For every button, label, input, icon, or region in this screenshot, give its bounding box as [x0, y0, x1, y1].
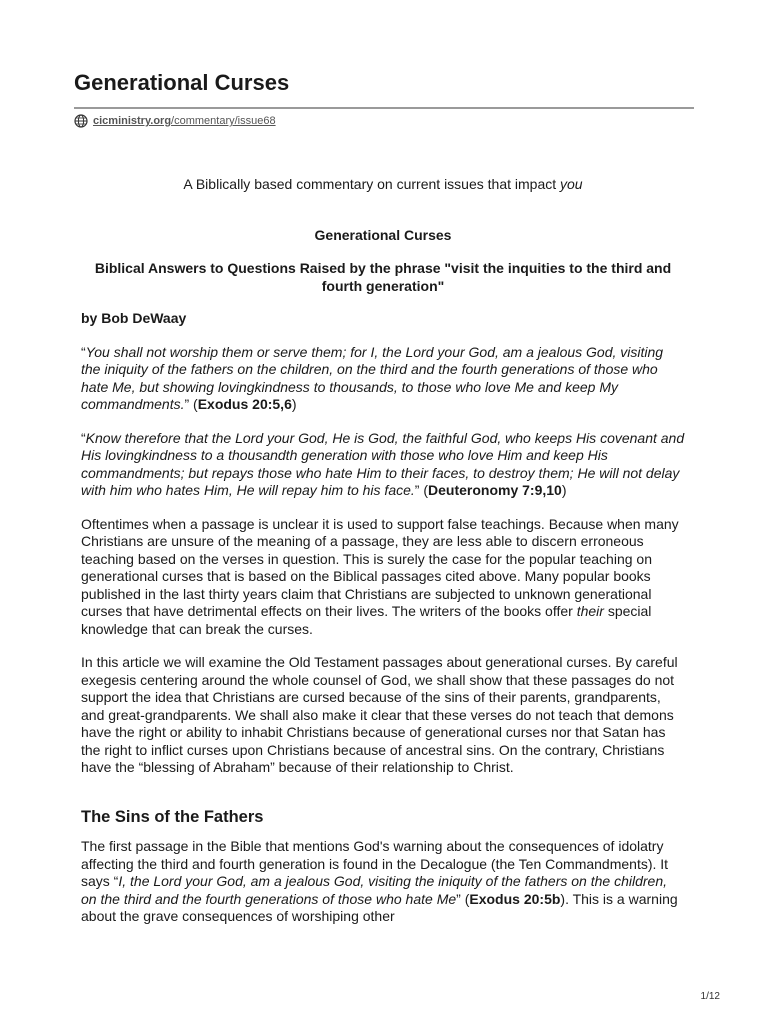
globe-icon: [74, 114, 88, 128]
quote-reference: Deuteronomy 7:9,10: [428, 482, 562, 498]
section-heading: The Sins of the Fathers: [81, 807, 264, 826]
paragraph-quote: I, the Lord your God, am a jealous God, visiting the iniquity of the fathers on the children, on the third and the fourth generations of those who hate Me: [81, 873, 667, 907]
quote-reference: Exodus 20:5,6: [197, 396, 292, 412]
paragraph-text: special knowledge that can break the curses.: [81, 603, 652, 637]
body-paragraph: In this article we will examine the Old Testament passages about generational curses. By careful exegesis centering around the whole counsel of God, we shall show that these passages do not support the idea that Christians are cursed because of the sins of their parents, grandparents, and great-grandparents. We shall also make it clear that these verses do not teach that demons have the right or ability to inhabit Christians because of generational curses nor that Satan has the right to inflict curses upon Christians because of ancestral sins. On the contrary, Christians have the “blessing of Abraham” because of their relationship to Christ.: [81, 654, 678, 775]
intro-line: [81, 176, 685, 194]
intro-emphasis: you: [560, 176, 583, 192]
source-link[interactable]: [93, 115, 276, 127]
article-heading: Generational Curses: [314, 226, 452, 243]
intro-text: A Biblically based commentary on current issues that impact: [183, 176, 561, 192]
source-domain: cicministry.org: [93, 115, 172, 127]
quote-text: Know therefore that the Lord your God, He is God, the faithful God, who keeps His covenant and His lovingkindness to a thousandth generation with those who love Him and keep His commandments; but repays those who hate Him to their faces, to destroy them; He will not delay with him who hates Him, He will repay him to his face.: [81, 429, 685, 498]
byline: by Bob DeWaay: [81, 310, 187, 326]
paragraph-emphasis: their: [576, 603, 604, 619]
paragraph-text: The first passage in the Bible that mentions God's warning about the consequences of idolatry affecting the third and fourth generation is found in the Decalogue (the Ten Commandments). It says “: [81, 838, 669, 889]
paragraph-text: ). This is a warning about the grave consequences of worshiping other: [81, 890, 678, 924]
body-paragraph: [81, 838, 685, 926]
paragraph-text: Oftentimes when a passage is unclear it is used to support false teachings. Because when many Christians are unsure of the meaning of a passage, they are less able to discern erroneous teaching based on the verses in question. This is surely the case for the popular teaching on generational curses that is based on the Biblical passages cited above. Many popular books published in the last thirty years claim that Christians are subjected to unknown generational curses that have detrimental effects on their lives. The writers of the books offer: [81, 515, 679, 619]
title-divider: [74, 107, 694, 109]
scripture-quote: “You shall not worship them or serve them; for I, the Lord your God, am a jealous God, visiting the iniquity of the fathers on the children, on the third and the fourth generations of those who hate Me, but showing lovingkindness to thousands, to those who love Me and keep My commandments.” (Exodus 20:5,6): [81, 343, 664, 412]
quote-text: You shall not worship them or serve them; for I, the Lord your God, am a jealous God, visiting the iniquity of the fathers on the children, on the third and the fourth generations of those who hate Me, but showing lovingkindness to thousands, to those who love Me and keep My commandments.: [81, 343, 664, 412]
page-number: 1/12: [700, 991, 720, 1002]
paragraph-text: ” (: [456, 890, 470, 907]
article-body: [81, 176, 685, 942]
page-title: Generational Curses: [74, 70, 290, 95]
source-link-row: [74, 114, 276, 128]
article-subheading: Biblical Answers to Questions Raised by the phrase "visit the inquities to the third and fourth generation": [94, 260, 672, 294]
source-path: /commentary/issue68: [171, 115, 276, 127]
scripture-quote: “Know therefore that the Lord your God, He is God, the faithful God, who keeps His covenant and His lovingkindness to a thousandth generation with those who love Him and keep His commandments; but repays those who hate Him to their faces, to destroy them; He will not delay with him who hates Him, He will repay him to his face.” (Deuteronomy 7:9,10): [81, 429, 685, 498]
body-paragraph: [81, 516, 685, 639]
quote-reference: Exodus 20:5b: [469, 890, 561, 907]
